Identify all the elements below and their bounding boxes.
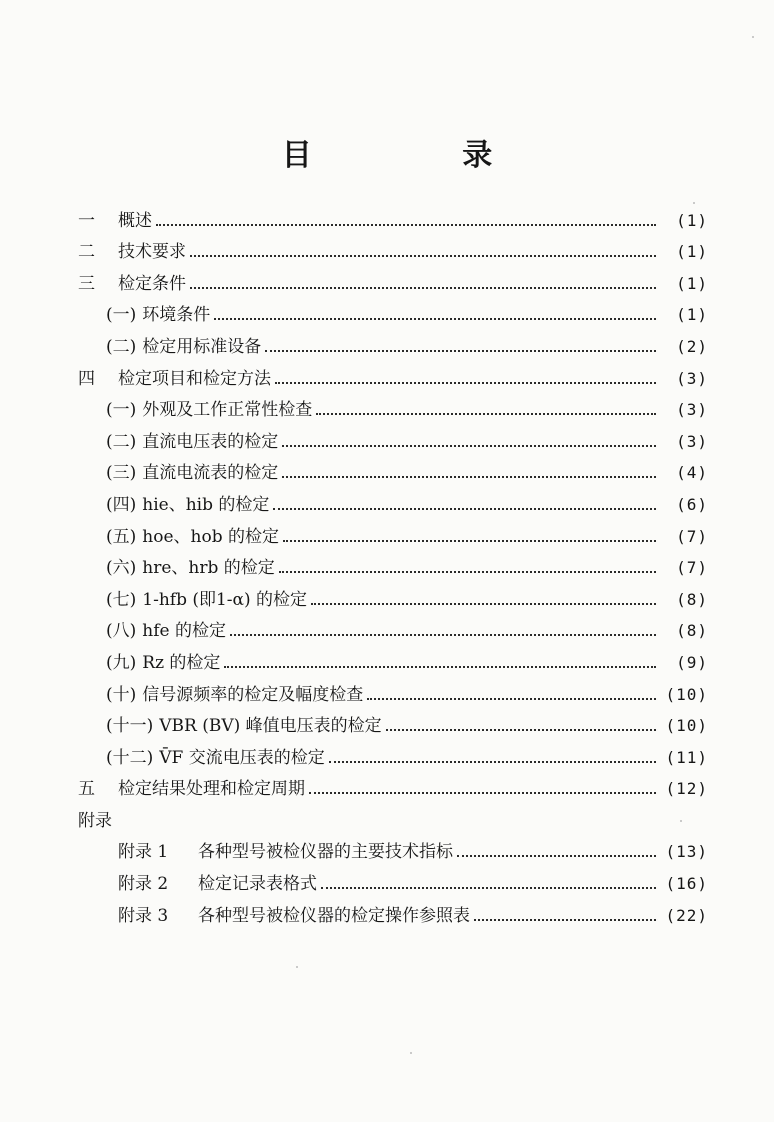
toc-subentry[interactable] xyxy=(78,421,708,453)
toc-entry-number: 三 xyxy=(78,273,95,294)
toc-entry-page: (1) xyxy=(676,210,708,230)
toc-entry-page: (13) xyxy=(665,842,708,862)
scan-speck xyxy=(752,36,754,38)
toc-entry-title: hoe、hob 的检定 xyxy=(142,526,279,547)
dot-leader xyxy=(190,255,656,257)
toc-entry-title: 检定结果处理和检定周期 xyxy=(118,779,305,800)
toc-entry[interactable] xyxy=(78,200,708,232)
toc-entry-number: (五) xyxy=(106,526,137,547)
dot-leader xyxy=(309,792,656,794)
toc-entry-number: (一) xyxy=(106,305,137,326)
toc-entry-number: (二) xyxy=(106,336,137,357)
dot-leader xyxy=(279,571,656,573)
toc-entry-title: V̄F 交流电压表的检定 xyxy=(159,747,325,768)
toc-entry[interactable] xyxy=(78,769,708,801)
toc-subentry[interactable] xyxy=(78,642,708,674)
toc-entry-number: 五 xyxy=(78,779,95,800)
toc-subentry[interactable] xyxy=(78,295,708,327)
dot-leader xyxy=(230,634,656,636)
toc-entry-title: Rz 的检定 xyxy=(142,652,221,673)
toc-entry-page: (1) xyxy=(676,305,708,325)
dot-leader xyxy=(214,318,656,320)
toc-entry-number: (二) xyxy=(106,431,137,452)
toc-subentry[interactable] xyxy=(78,326,708,358)
toc-entry-page: (4) xyxy=(676,463,708,483)
dot-leader xyxy=(190,287,656,289)
toc-entry-page: (2) xyxy=(676,336,708,356)
toc-entry-number: 四 xyxy=(78,368,95,389)
toc-subentry[interactable] xyxy=(78,390,708,422)
toc-entry-page: (16) xyxy=(665,874,708,894)
toc-entry-page: (1) xyxy=(676,242,708,262)
toc-subentry[interactable] xyxy=(78,674,708,706)
toc-entry-title: 外观及工作正常性检查 xyxy=(142,400,313,421)
toc-subentry[interactable] xyxy=(78,516,708,548)
toc-entry-number: (三) xyxy=(106,463,137,484)
toc-subentry[interactable] xyxy=(78,453,708,485)
toc-entry-page: (1) xyxy=(676,273,708,293)
dot-leader xyxy=(474,919,656,921)
toc-entry-number: 附录 3 xyxy=(118,905,169,926)
dot-leader xyxy=(282,476,656,478)
toc-entry-number: 附录 2 xyxy=(118,874,169,895)
toc-subentry[interactable] xyxy=(78,484,708,516)
toc-subentry[interactable] xyxy=(78,706,708,738)
toc-entry-title: 检定用标准设备 xyxy=(142,336,262,357)
toc-entry-page: (11) xyxy=(665,747,708,767)
toc-entry-page: (8) xyxy=(676,589,708,609)
toc-entry-number: (一) xyxy=(106,400,137,421)
toc-entry[interactable] xyxy=(78,358,708,390)
toc-appendix-heading[interactable] xyxy=(78,800,708,832)
toc-entry-number: (十二) xyxy=(106,747,154,768)
toc-appendix-entry[interactable] xyxy=(78,863,708,895)
toc-entry-number: (十一) xyxy=(106,716,154,737)
toc-entry-page: (10) xyxy=(665,684,708,704)
dot-leader xyxy=(329,761,656,763)
dot-leader xyxy=(316,413,656,415)
toc-appendix-entry[interactable] xyxy=(78,895,708,927)
toc-entry-number: (十) xyxy=(106,684,137,705)
toc-entry-number: (八) xyxy=(106,621,137,642)
dot-leader xyxy=(283,540,656,542)
dot-leader xyxy=(321,887,656,889)
dot-leader xyxy=(273,508,656,510)
dot-leader xyxy=(311,603,656,605)
toc-entry-page: (3) xyxy=(676,431,708,451)
toc-entry-title: hre、hrb 的检定 xyxy=(142,558,275,579)
toc-entry-page: (7) xyxy=(676,558,708,578)
scan-speck xyxy=(680,820,682,822)
toc-subentry[interactable] xyxy=(78,548,708,580)
dot-leader xyxy=(386,729,656,731)
toc-entry-page: (9) xyxy=(676,652,708,672)
toc-entry-title: 检定项目和检定方法 xyxy=(118,368,271,389)
toc-entry-title: 信号源频率的检定及幅度检查 xyxy=(142,684,364,705)
scan-speck xyxy=(693,202,695,204)
scan-speck xyxy=(410,1052,412,1054)
table-of-contents xyxy=(78,200,708,927)
toc-entry-title: hie、hib 的检定 xyxy=(142,494,270,515)
dot-leader xyxy=(265,350,656,352)
toc-entry-title: 技术要求 xyxy=(118,242,186,263)
toc-entry-number: 二 xyxy=(78,242,95,263)
dot-leader xyxy=(367,698,656,700)
toc-entry-title: VBR (BV) 峰值电压表的检定 xyxy=(159,716,382,737)
page-title: 目 录 xyxy=(281,138,563,173)
toc-entry-number: (九) xyxy=(106,652,137,673)
toc-entry-number: 一 xyxy=(78,210,95,231)
toc-entry-number: (四) xyxy=(106,494,137,515)
toc-entry-page: (6) xyxy=(676,494,708,514)
toc-entry-number: (七) xyxy=(106,589,137,610)
dot-leader xyxy=(224,666,656,668)
toc-entry[interactable] xyxy=(78,263,708,295)
toc-entry-title: 直流电压表的检定 xyxy=(142,431,279,452)
toc-entry-page: (10) xyxy=(665,716,708,736)
toc-entry-title: 检定条件 xyxy=(118,273,186,294)
toc-entry-title: 各种型号被检仪器的主要技术指标 xyxy=(198,842,453,863)
toc-entry-title: 直流电流表的检定 xyxy=(142,463,279,484)
toc-entry-title: 概述 xyxy=(118,210,152,231)
toc-entry-title: 检定记录表格式 xyxy=(198,874,317,895)
dot-leader xyxy=(275,382,656,384)
toc-entry-page: (22) xyxy=(665,905,708,925)
toc-subentry[interactable] xyxy=(78,611,708,643)
toc-entry-title: 1-hfb (即1-α) 的检定 xyxy=(142,589,308,610)
toc-entry-number: (六) xyxy=(106,558,137,579)
toc-entry-page: (12) xyxy=(665,779,708,799)
dot-leader xyxy=(156,224,656,226)
dot-leader xyxy=(282,445,656,447)
toc-entry-title: hfe 的检定 xyxy=(142,621,226,642)
toc-entry-page: (7) xyxy=(676,526,708,546)
toc-entry-title: 环境条件 xyxy=(142,305,211,326)
toc-entry[interactable] xyxy=(78,232,708,264)
toc-entry-page: (8) xyxy=(676,621,708,641)
toc-entry-title: 各种型号被检仪器的检定操作参照表 xyxy=(198,905,470,926)
toc-subentry[interactable] xyxy=(78,737,708,769)
toc-entry-page: (3) xyxy=(676,368,708,388)
scan-speck xyxy=(296,966,298,968)
toc-entry-page: (3) xyxy=(676,400,708,420)
dot-leader xyxy=(457,855,656,857)
toc-entry-title: 附录 xyxy=(78,810,112,831)
toc-subentry[interactable] xyxy=(78,579,708,611)
toc-entry-number: 附录 1 xyxy=(118,842,169,863)
toc-appendix-entry[interactable] xyxy=(78,832,708,864)
